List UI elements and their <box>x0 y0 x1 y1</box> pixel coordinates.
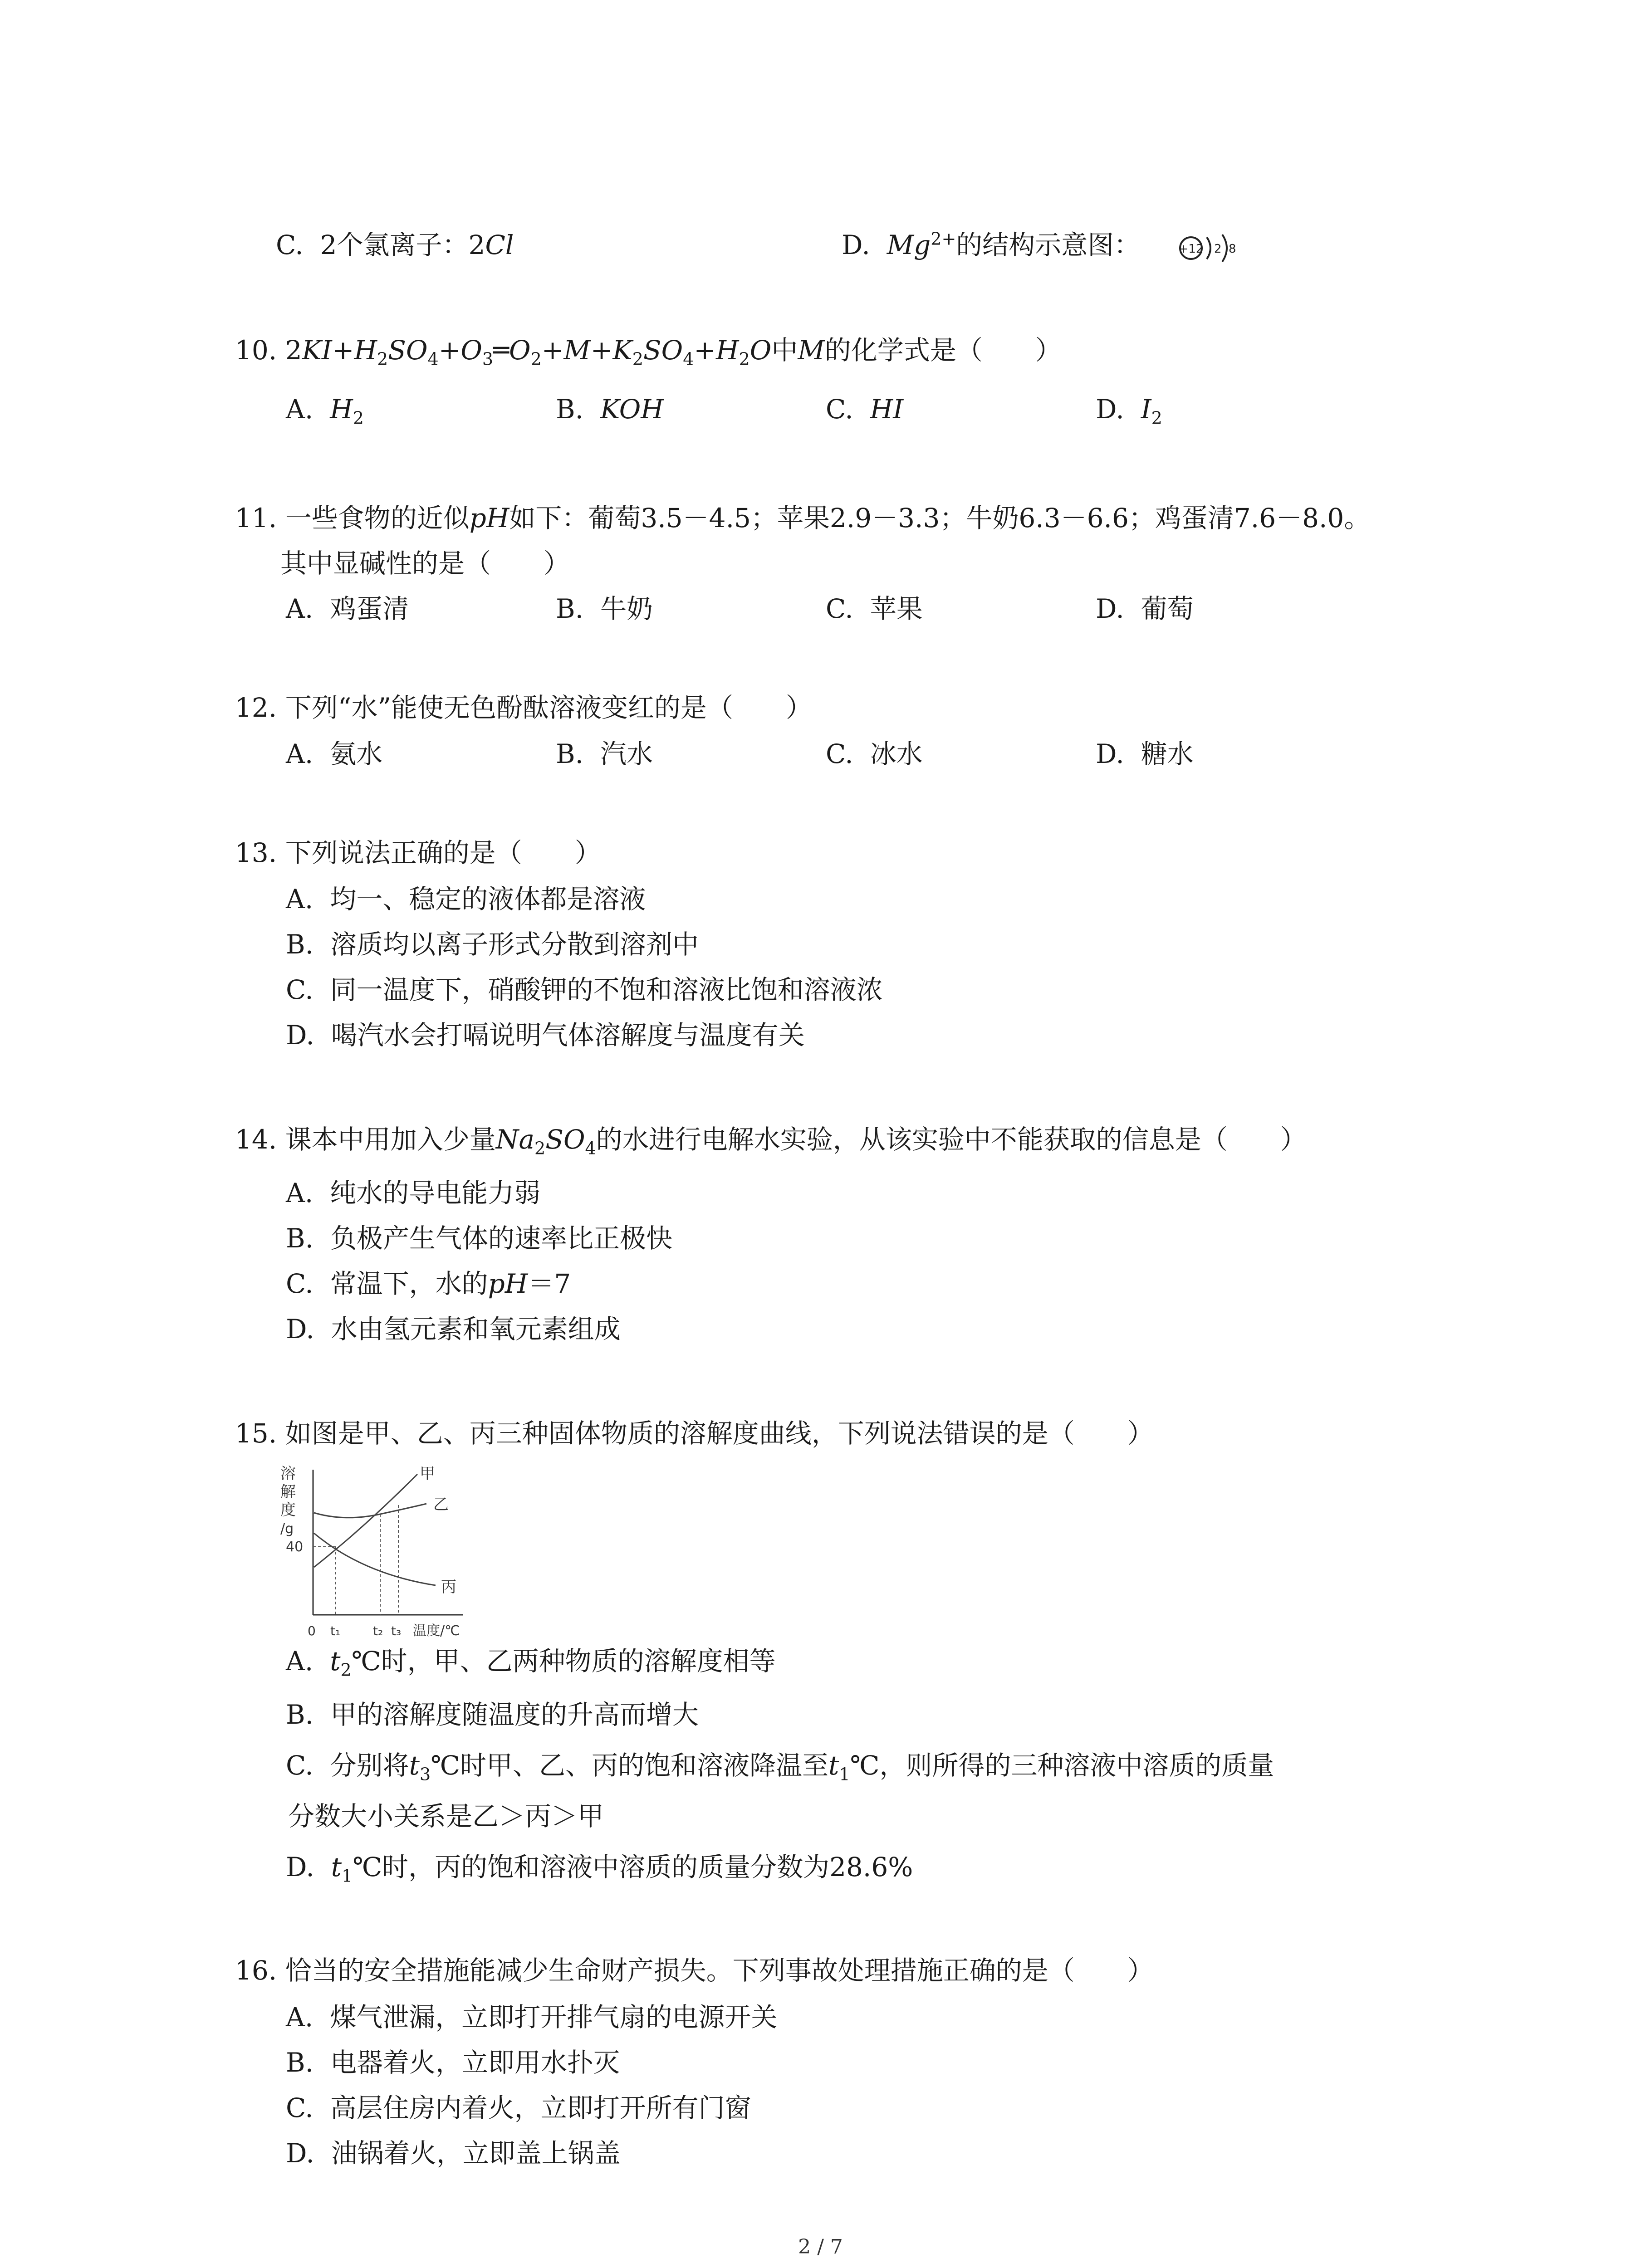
graph-ytick-40: 40 <box>286 1539 304 1555</box>
graph-xtick-t1: t₁ <box>330 1623 341 1638</box>
graph-label-jia: 甲 <box>420 1465 435 1483</box>
q9-option-c: C. 2个氯离子：2Cl <box>276 230 514 260</box>
q12-option-b: B. 汽水 <box>556 738 653 769</box>
q16-option-a: A. 煤气泄漏，立即打开排气扇的电源开关 <box>286 2002 778 2033</box>
graph-ylabel-4: /g <box>280 1521 294 1537</box>
q12-option-c: C. 冰水 <box>826 738 923 769</box>
q11-option-d: D. 葡萄 <box>1096 593 1194 624</box>
q14-option-c: C. 常温下，水的pH＝7 <box>286 1268 571 1299</box>
q11-option-b: B. 牛奶 <box>556 593 653 624</box>
graph-label-bing: 丙 <box>441 1578 456 1596</box>
q10-option-a: A. $H_2$ <box>286 394 364 428</box>
q15-option-a: A. $t_2℃$时，甲、乙两种物质的溶解度相等 <box>286 1646 776 1680</box>
q13-option-c: C. 同一温度下，硝酸钾的不饱和溶液比饱和溶液浓 <box>286 974 883 1005</box>
graph-xlabel: 温度/℃ <box>413 1623 460 1639</box>
graph-label-yi: 乙 <box>433 1496 449 1514</box>
graph-ylabel-2: 解 <box>280 1483 296 1501</box>
q14-option-b: B. 负极产生气体的速率比正极快 <box>286 1223 672 1254</box>
q9-option-d: D. $Mg^{2+}$的结构示意图： <box>842 229 1141 260</box>
graph-ylabel-3: 度 <box>280 1501 296 1519</box>
q10-option-d: D. $I_2$ <box>1096 394 1162 428</box>
q15-option-c: C. 分别将$t_3℃$时甲、乙、丙的饱和溶液降温至$t_1℃$，则所得的三种溶液中溶质的质量 <box>286 1750 1274 1784</box>
svg-text:2: 2 <box>1214 242 1222 256</box>
q10-stem: 10. $2KI+H_2SO_4+O_3═O_2+M+K_2SO_4+H_2O$中M的化学式是（ ） <box>235 335 1062 369</box>
solubility-curve-graph <box>272 1461 490 1642</box>
graph-xtick-t3: t₃ <box>391 1623 402 1638</box>
q10-option-b: B. KOH <box>556 394 664 425</box>
graph-xtick-0: 0 <box>308 1623 316 1638</box>
graph-ylabel-1: 溶 <box>280 1465 296 1483</box>
q12-option-d: D. 糖水 <box>1096 738 1194 769</box>
svg-text:+12: +12 <box>1178 242 1204 256</box>
q12-stem: 12. 下列“水”能使无色酚酞溶液变红的是（ ） <box>235 692 812 723</box>
q15-option-c-line2: 分数大小关系是乙＞丙＞甲 <box>288 1801 604 1832</box>
q11-option-a: A. 鸡蛋清 <box>286 593 409 624</box>
q15-option-b: B. 甲的溶解度随温度的升高而增大 <box>286 1699 699 1730</box>
q16-option-c: C. 高层住房内着火，立即打开所有门窗 <box>286 2092 751 2123</box>
curve-yi <box>314 1504 426 1518</box>
curve-bing <box>314 1533 436 1585</box>
q13-option-b: B. 溶质均以离子形式分散到溶剂中 <box>286 929 699 960</box>
q11-stem-line1: 11. 一些食物的近似pH如下：葡萄3.5－4.5；苹果2.9－3.3；牛奶6.3－6.6；鸡蛋清7.6－8.0。 <box>235 503 1371 533</box>
q16-option-b: B. 电器着火，立即用水扑灭 <box>286 2047 620 2078</box>
page-number: 2 / 7 <box>798 2235 843 2258</box>
q11-stem-line2: 其中显碱性的是（ ） <box>280 548 570 579</box>
q14-stem: 14. 课本中用加入少量$Na_2SO_4$的水进行电解水实验，从该实验中不能获取的信息是（ ） <box>235 1124 1307 1158</box>
q11-option-c: C. 苹果 <box>826 593 923 624</box>
q15-option-d: D. $t_1℃$时，丙的饱和溶液中溶质的质量分数为28.6% <box>286 1852 913 1886</box>
q14-option-d: D. 水由氢元素和氧元素组成 <box>286 1314 621 1344</box>
q16-stem: 16. 恰当的安全措施能减少生命财产损失。下列事故处理措施正确的是（ ） <box>235 1955 1154 1986</box>
q13-option-a: A. 均一、稳定的液体都是溶液 <box>286 884 646 914</box>
q14-option-a: A. 纯水的导电能力弱 <box>286 1178 541 1208</box>
q13-stem: 13. 下列说法正确的是（ ） <box>235 837 601 868</box>
q15-stem: 15. 如图是甲、乙、丙三种固体物质的溶解度曲线，下列说法错误的是（ ） <box>235 1418 1154 1449</box>
q12-option-a: A. 氨水 <box>286 738 383 769</box>
curve-jia <box>314 1474 417 1567</box>
q13-option-d: D. 喝汽水会打嗝说明气体溶解度与温度有关 <box>286 1020 805 1051</box>
mg-ion-structure-diagram <box>1175 229 1243 265</box>
graph-xtick-t2: t₂ <box>373 1623 383 1638</box>
q10-option-c: C. HI <box>826 394 904 425</box>
q16-option-d: D. 油锅着火，立即盖上锅盖 <box>286 2138 621 2169</box>
svg-text:8: 8 <box>1229 242 1236 256</box>
